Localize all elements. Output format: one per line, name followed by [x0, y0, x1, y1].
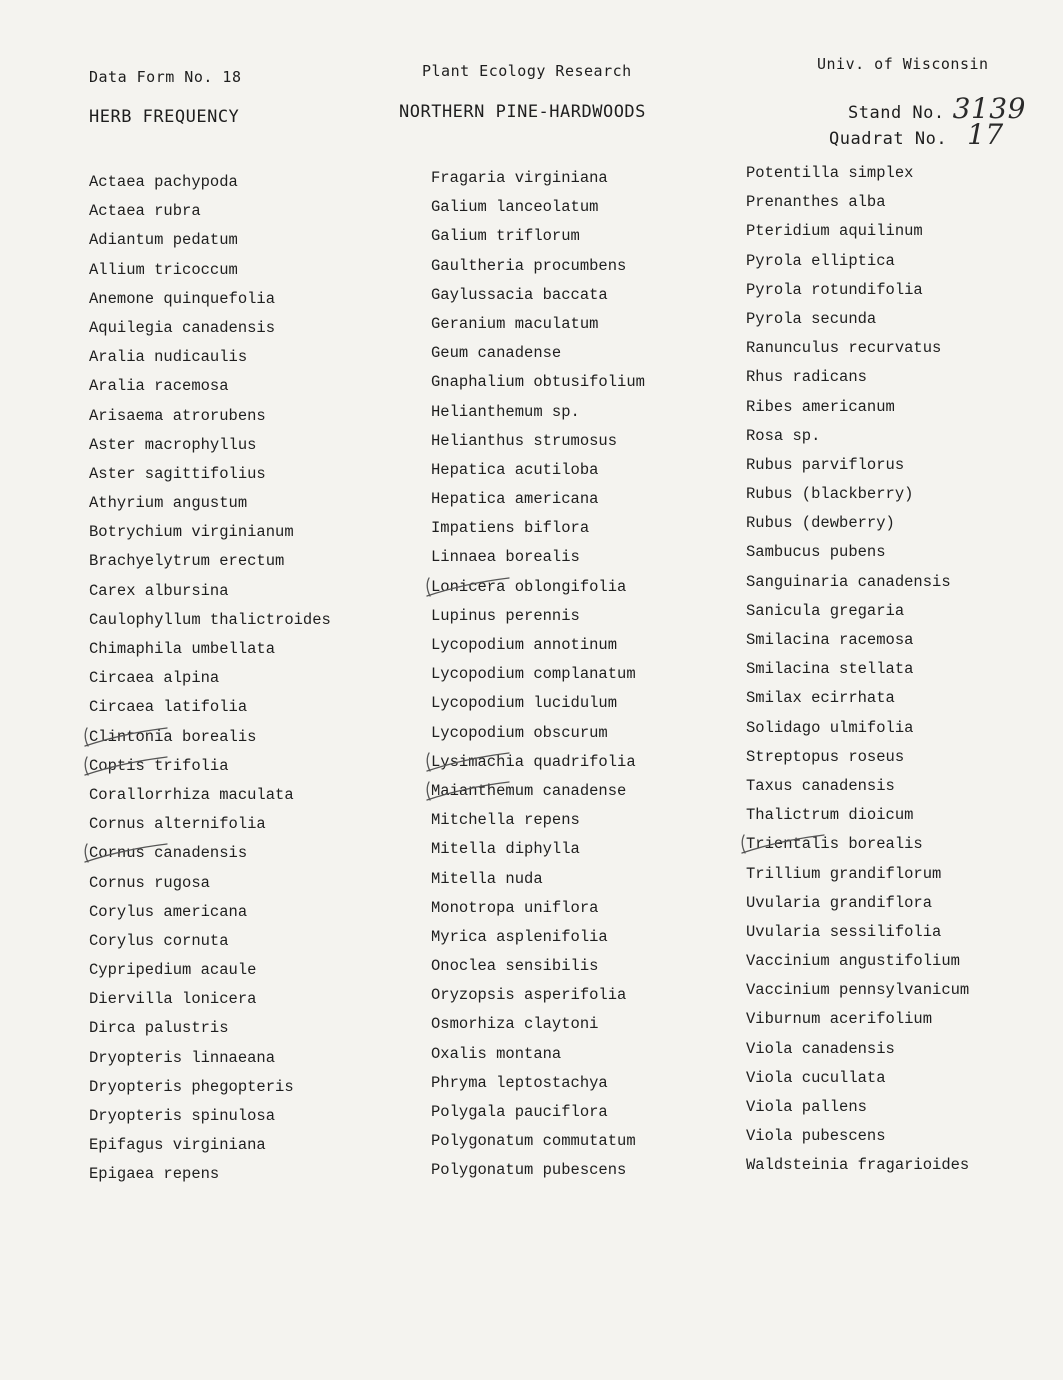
species-item	[89, 839, 331, 868]
quadrat-number-label: Quadrat No.	[829, 129, 948, 149]
species-item	[746, 801, 969, 830]
species-name: Galium triflorum	[431, 227, 580, 246]
species-item	[89, 1160, 331, 1189]
species-item	[431, 222, 645, 251]
species-item	[746, 1064, 969, 1093]
species-item	[89, 898, 331, 927]
species-name: Vaccinium angustifolium	[746, 952, 960, 971]
species-name: Circaea latifolia	[89, 698, 248, 717]
species-item	[746, 684, 969, 713]
species-name: Vaccinium pennsylvanicum	[746, 981, 970, 1000]
species-item	[746, 918, 969, 947]
species-item	[431, 368, 645, 397]
species-name: Sanguinaria canadensis	[746, 572, 951, 591]
species-item	[431, 456, 645, 485]
species-name: Pyrola rotundifolia	[746, 280, 923, 299]
species-item	[431, 398, 645, 427]
species-item	[89, 343, 331, 372]
form-number: Data Form No. 18	[89, 68, 242, 86]
species-item	[431, 806, 645, 835]
species-item	[89, 693, 331, 722]
species-item	[89, 431, 331, 460]
species-name: Pyrola elliptica	[746, 251, 895, 270]
species-item	[431, 660, 645, 689]
species-item	[89, 1014, 331, 1043]
species-item	[89, 1073, 331, 1102]
species-item	[746, 217, 969, 246]
species-name: Allium tricoccum	[89, 260, 238, 279]
species-name: Polygala pauciflora	[431, 1103, 608, 1121]
species-name: Diervilla lonicera	[89, 990, 257, 1009]
species-item	[746, 393, 969, 422]
species-item	[746, 188, 969, 217]
species-name: Adiantum pedatum	[89, 231, 238, 250]
species-item	[431, 777, 645, 806]
species-column-3	[746, 159, 969, 1181]
species-item	[431, 923, 645, 952]
species-item	[746, 334, 969, 363]
species-item	[431, 339, 645, 368]
species-name: Solidago ulmifolia	[746, 718, 914, 737]
species-item	[746, 947, 969, 976]
species-name: Mitella diphylla	[431, 840, 580, 859]
species-name: Geum canadense	[431, 344, 562, 363]
species-item	[89, 1044, 331, 1073]
research-heading: Plant Ecology Research	[422, 62, 632, 80]
species-item	[746, 889, 969, 918]
species-item	[746, 714, 969, 743]
species-name: Anemone quinquefolia	[89, 289, 276, 308]
species-name: Gnaphalium obtusifolium	[431, 373, 645, 392]
species-name: Maianthemum canadense	[431, 781, 627, 800]
species-item	[431, 894, 645, 923]
species-name: Dirca palustris	[89, 1019, 229, 1038]
species-item	[89, 256, 331, 285]
species-item	[746, 247, 969, 276]
species-item	[746, 772, 969, 801]
species-item	[89, 197, 331, 226]
species-item	[746, 363, 969, 392]
species-name: Thalictrum dioicum	[746, 806, 914, 825]
species-item	[746, 305, 969, 334]
species-item	[89, 635, 331, 664]
form-title: HERB FREQUENCY	[89, 107, 240, 127]
species-name: Cornus alternifolia	[89, 815, 266, 834]
stand-number-value: 3139	[952, 92, 1026, 125]
species-name: Osmorhiza claytoni	[431, 1015, 599, 1034]
species-item	[89, 606, 331, 635]
species-name: Uvularia grandiflora	[746, 893, 933, 912]
species-item	[746, 1005, 969, 1034]
species-item	[746, 1122, 969, 1151]
species-item	[746, 159, 969, 188]
species-name: Dryopteris phegopteris	[89, 1077, 294, 1096]
species-item	[431, 689, 645, 718]
species-item	[431, 514, 645, 543]
university-heading: Univ. of Wisconsin	[817, 55, 989, 73]
species-item	[89, 372, 331, 401]
species-name: Waldsteinia fragarioides	[746, 1156, 970, 1175]
species-item	[746, 422, 969, 451]
species-item	[89, 577, 331, 606]
species-name: Prenanthes alba	[746, 193, 886, 212]
species-name: Aster macrophyllus	[89, 435, 257, 454]
species-name: Mitchella repens	[431, 811, 580, 830]
species-item	[431, 543, 645, 572]
species-name: Monotropa uniflora	[431, 898, 599, 917]
species-name: Cornus canadensis	[89, 844, 248, 863]
species-name: Rosa sp.	[746, 426, 821, 445]
species-item	[431, 485, 645, 514]
species-item	[89, 547, 331, 576]
species-item	[89, 1131, 331, 1160]
species-item	[89, 226, 331, 255]
species-name: Ranunculus recurvatus	[746, 339, 942, 358]
species-name: Polygonatum commutatum	[431, 1132, 636, 1151]
species-item	[89, 460, 331, 489]
species-name: Geranium maculatum	[431, 314, 599, 333]
species-name: Aralia nudicaulis	[89, 348, 248, 367]
species-name: Potentilla simplex	[746, 164, 914, 182]
species-item	[431, 1069, 645, 1098]
species-name: Myrica asplenifolia	[431, 927, 608, 946]
species-name: Polygonatum pubescens	[431, 1161, 627, 1180]
species-name: Aralia racemosa	[89, 377, 229, 396]
species-item	[431, 573, 645, 602]
species-item	[89, 285, 331, 314]
species-name: Corylus americana	[89, 902, 248, 921]
species-name: Galium lanceolatum	[431, 198, 599, 217]
species-item	[746, 655, 969, 684]
species-name: Brachyelytrum erectum	[89, 552, 285, 571]
species-name: Actaea rubra	[89, 202, 201, 221]
species-item	[89, 1102, 331, 1131]
species-name: Phryma leptostachya	[431, 1073, 608, 1092]
species-name: Mitella nuda	[431, 869, 543, 888]
species-name: Lycopodium complanatum	[431, 665, 636, 684]
species-name: Viola pubescens	[746, 1127, 886, 1146]
species-name: Ribes americanum	[746, 397, 895, 416]
species-item	[89, 402, 331, 431]
species-item	[89, 781, 331, 810]
species-name: Dryopteris spinulosa	[89, 1107, 276, 1125]
species-name: Carex albursina	[89, 581, 229, 600]
species-name: Rubus parviflorus	[746, 455, 905, 474]
species-item	[431, 252, 645, 281]
species-name: Smilax ecirrhata	[746, 689, 895, 708]
species-name: Viola canadensis	[746, 1039, 895, 1058]
species-item	[746, 976, 969, 1005]
species-item	[746, 480, 969, 509]
species-name: Hepatica acutiloba	[431, 460, 599, 479]
species-item	[89, 518, 331, 547]
species-name: Epigaea repens	[89, 1165, 220, 1184]
species-name: Trientalis borealis	[746, 835, 923, 854]
species-item	[89, 168, 331, 197]
stand-number-label: Stand No.	[848, 103, 945, 123]
species-item	[431, 193, 645, 222]
species-name: Linnaea borealis	[431, 548, 580, 567]
species-item	[746, 538, 969, 567]
species-item	[746, 626, 969, 655]
species-item	[746, 276, 969, 305]
species-item	[746, 830, 969, 859]
species-name: Aquilegia canadensis	[89, 318, 276, 337]
species-item	[431, 719, 645, 748]
species-item	[746, 743, 969, 772]
species-name: Actaea pachypoda	[89, 173, 238, 191]
quadrat-number-field	[829, 118, 1004, 151]
species-name: Uvularia sessilifolia	[746, 922, 942, 941]
species-item	[431, 1040, 645, 1069]
species-item	[89, 664, 331, 693]
species-column-1	[89, 168, 331, 1190]
species-item	[89, 752, 331, 781]
species-name: Rubus (blackberry)	[746, 485, 914, 504]
species-name: Pyrola secunda	[746, 309, 877, 328]
species-item	[431, 1098, 645, 1127]
species-name: Epifagus virginiana	[89, 1136, 266, 1155]
species-item	[431, 952, 645, 981]
species-name: Lonicera oblongifolia	[431, 577, 627, 596]
species-name: Cornus rugosa	[89, 873, 210, 892]
species-item	[431, 164, 645, 193]
species-item	[89, 927, 331, 956]
species-item	[431, 1127, 645, 1156]
species-item	[746, 1151, 969, 1180]
species-item	[431, 427, 645, 456]
species-name: Chimaphila umbellata	[89, 640, 276, 658]
species-name: Streptopus roseus	[746, 747, 905, 766]
species-item	[89, 314, 331, 343]
species-item	[746, 1035, 969, 1064]
species-item	[746, 860, 969, 889]
species-column-2	[431, 164, 645, 1186]
species-name: Helianthemum sp.	[431, 402, 580, 421]
species-name: Impatiens biflora	[431, 519, 590, 538]
quadrat-number-value: 17	[967, 118, 1004, 151]
species-name: Viola cucullata	[746, 1068, 886, 1087]
species-name: Taxus canadensis	[746, 776, 895, 795]
species-name: Lycopodium obscurum	[431, 723, 608, 742]
species-name: Gaultheria procumbens	[431, 256, 627, 275]
species-item	[89, 489, 331, 518]
species-item	[431, 1010, 645, 1039]
species-name: Oxalis montana	[431, 1044, 562, 1063]
species-name: Corallorrhiza maculata	[89, 785, 294, 804]
species-item	[746, 1093, 969, 1122]
species-item	[746, 509, 969, 538]
species-name: Oryzopsis asperifolia	[431, 986, 627, 1005]
species-name: Athyrium angustum	[89, 494, 248, 513]
species-name: Dryopteris linnaeana	[89, 1048, 276, 1067]
species-name: Onoclea sensibilis	[431, 957, 599, 976]
community-title: NORTHERN PINE-HARDWOODS	[399, 102, 646, 122]
species-name: Cypripedium acaule	[89, 961, 257, 980]
species-item	[746, 451, 969, 480]
species-name: Lupinus perennis	[431, 606, 580, 625]
species-name: Fragaria virginiana	[431, 169, 608, 187]
species-name: Coptis trifolia	[89, 756, 229, 775]
species-item	[431, 748, 645, 777]
species-name: Hepatica americana	[431, 490, 599, 509]
species-name: Viola pallens	[746, 1098, 867, 1116]
species-name: Sambucus pubens	[746, 543, 886, 562]
species-name: Sanicula gregaria	[746, 601, 905, 620]
species-name: Aster sagittifolius	[89, 464, 266, 483]
species-item	[89, 956, 331, 985]
species-item	[89, 723, 331, 752]
species-item	[89, 810, 331, 839]
species-item	[431, 281, 645, 310]
species-item	[746, 597, 969, 626]
species-name: Helianthus strumosus	[431, 431, 618, 450]
species-item	[431, 631, 645, 660]
species-name: Clintonia borealis	[89, 727, 257, 746]
species-item	[89, 985, 331, 1014]
species-name: Trillium grandiflorum	[746, 864, 942, 883]
species-name: Caulophyllum thalictroides	[89, 610, 331, 629]
species-name: Botrychium virginianum	[89, 523, 294, 542]
species-item	[431, 310, 645, 339]
species-name: Lycopodium lucidulum	[431, 694, 618, 713]
species-item	[431, 1156, 645, 1185]
species-name: Viburnum acerifolium	[746, 1010, 933, 1029]
species-item	[89, 869, 331, 898]
species-name: Gaylussacia baccata	[431, 285, 608, 304]
species-item	[431, 602, 645, 631]
species-item	[746, 568, 969, 597]
species-name: Arisaema atrorubens	[89, 406, 266, 425]
species-name: Smilacina racemosa	[746, 631, 914, 649]
species-name: Pteridium aquilinum	[746, 222, 923, 241]
species-name: Corylus cornuta	[89, 931, 229, 950]
species-name: Smilacina stellata	[746, 660, 914, 679]
species-name: Rubus (dewberry)	[746, 514, 895, 533]
species-item	[431, 865, 645, 894]
species-name: Lysimachia quadrifolia	[431, 752, 636, 771]
species-name: Rhus radicans	[746, 368, 867, 387]
species-item	[431, 835, 645, 864]
species-item	[431, 981, 645, 1010]
species-name: Circaea alpina	[89, 669, 220, 688]
species-name: Lycopodium annotinum	[431, 636, 618, 654]
